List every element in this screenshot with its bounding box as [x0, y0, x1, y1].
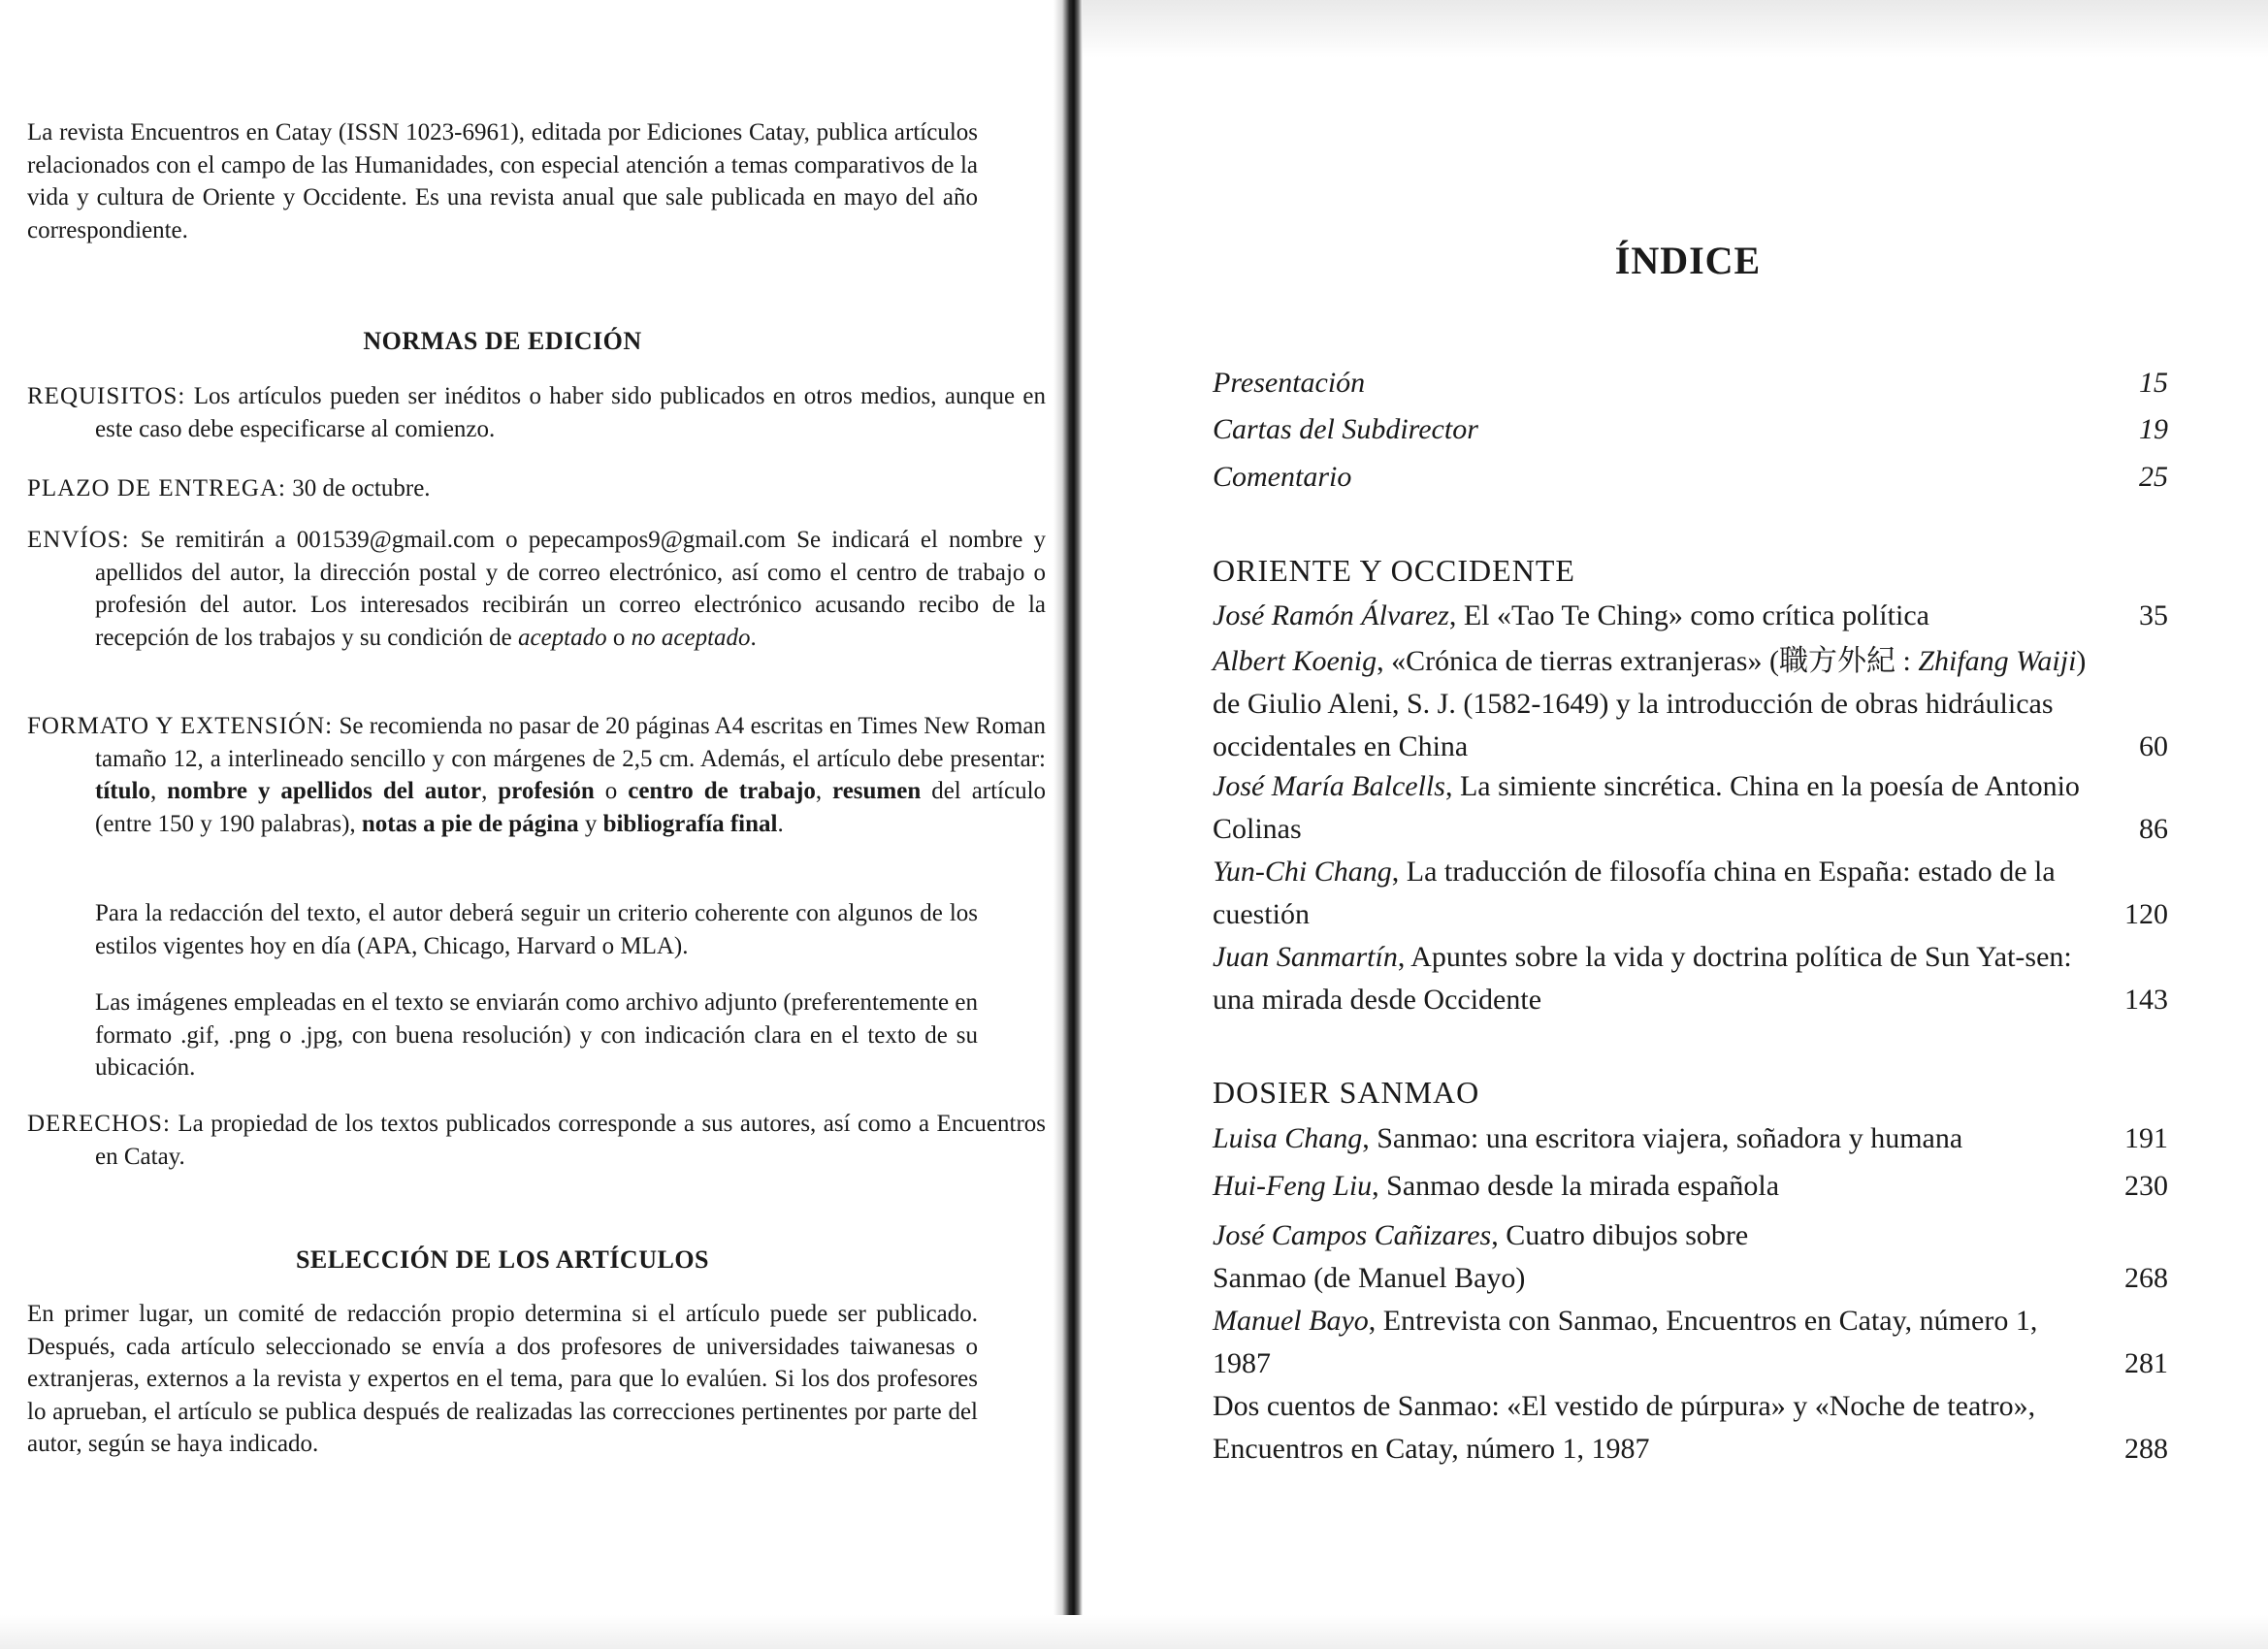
- plazo-label: PLAZO DE ENTREGA:: [27, 475, 286, 501]
- toc-page-number: 35: [2139, 599, 2168, 631]
- toc-page-number: 19: [2139, 413, 2168, 445]
- formato-sep: ,: [481, 778, 488, 804]
- toc-author: Juan Sanmartín: [1213, 941, 1398, 973]
- toc-entry[interactable]: [1213, 595, 2168, 637]
- toc-page-number: 15: [2139, 367, 2168, 399]
- right-page: [1213, 0, 2183, 1649]
- toc-author: Hui-Feng Liu: [1213, 1170, 1373, 1202]
- toc-entry[interactable]: [1213, 1214, 2168, 1300]
- toc-entry[interactable]: [1213, 936, 2168, 1021]
- toc-entry-title: , Sanmao: una escritora viajera, soñadora y humana: [1362, 1122, 1963, 1154]
- formato-sep: .: [777, 810, 784, 837]
- formato-bibliografia: bibliografía final: [602, 810, 778, 837]
- toc-entry-title: , Apuntes sobre la vida y doctrina política de Sun Yat-sen: una mirada desde Occidente: [1213, 941, 2072, 1016]
- toc-page-number: 60: [2139, 730, 2168, 762]
- formato-profesion: profesión: [498, 778, 595, 804]
- plazo-text: 30 de octubre.: [292, 475, 431, 501]
- toc-author: José Campos Cañizares: [1213, 1219, 1492, 1251]
- formato-sep: y: [584, 810, 598, 837]
- imagenes-paragraph: Las imágenes empleadas en el texto se enviarán como archivo adjunto (preferentemente en formato .gif, .png o .jpg, con buena resolución) y con indicación clara en el texto de su ubicación.: [95, 989, 978, 1081]
- envios-paragraph: ENVÍOS: Se remitirán a 001539@gmail.com o pepecampos9@gmail.com Se indicará el nombre y apellidos del autor, la dirección postal y de correo electrónico, así como el centro de trabajo o profesión del autor. Los interesados recibirán un correo electrónico acusando recibo de la recepción de los trabajos y su condición de aceptado o no aceptado.: [27, 527, 1046, 651]
- toc-page-number: 120: [2124, 898, 2168, 930]
- derechos-label: DERECHOS:: [27, 1111, 171, 1137]
- seleccion-heading: SELECCIÓN DE LOS ARTÍCULOS: [295, 1245, 710, 1274]
- toc-entry-title-italic: Zhifang Waiji: [1918, 645, 2077, 677]
- toc-entry[interactable]: [1213, 1385, 2168, 1471]
- derechos-paragraph: [27, 1108, 1046, 1173]
- formato-paragraph: [27, 710, 1046, 840]
- section-dosier-sanmao: DOSIER SANMAO: [1213, 1075, 1480, 1110]
- toc-page-number: 143: [2124, 984, 2168, 1016]
- derechos-text: La propiedad de los textos publicados corresponde a sus autores, así como a Encuentros en Catay.: [95, 1111, 1047, 1170]
- toc-entry[interactable]: [1213, 851, 2168, 936]
- formato-sep: o: [604, 778, 618, 804]
- requisitos-paragraph: [27, 380, 1046, 445]
- normas-heading: NORMAS DE EDICIÓN: [363, 327, 642, 355]
- formato-resumen: resumen: [832, 778, 922, 804]
- toc-author: José María Balcells: [1213, 770, 1445, 802]
- formato-titulo: título: [95, 778, 150, 804]
- toc-entry[interactable]: [1213, 765, 2168, 851]
- toc-entry-title: , La traducción de filosofía china en España: estado de la cuestión: [1213, 856, 2056, 930]
- toc-entry-title: , Sanmao desde la mirada española: [1372, 1170, 1780, 1202]
- formato-centro: centro de trabajo: [628, 778, 816, 804]
- seleccion-paragraph: En primer lugar, un comité de redacción propio determina si el artículo puede ser publicado. Después, cada artículo seleccionado se envía a dos profesores de universidades taiwanesas o extranjeras, externos a la revista y expertos en el tema, para que lo evalúen. Si los dos profesores lo aprueban, el artículo se publica después de realizadas las correcciones pertinentes por parte del autor, según se haya indicado.: [27, 1301, 978, 1457]
- plazo-paragraph: [27, 472, 978, 505]
- formato-nombre: nombre y apellidos del autor: [167, 778, 482, 804]
- toc-entry-title: Dos cuentos de Sanmao: «El vestido de púrpura» y «Noche de teatro», Encuentros en Catay, número 1, 1987: [1213, 1390, 2036, 1465]
- toc-entry-title: , Entrevista con Sanmao, Encuentros en Catay, número 1, 1987: [1213, 1305, 2038, 1379]
- toc-page-number: 281: [2124, 1347, 2168, 1379]
- envios-label: ENVÍOS:: [27, 527, 130, 553]
- requisitos-label: REQUISITOS:: [27, 383, 186, 409]
- toc-author: José Ramón Álvarez: [1213, 599, 1449, 631]
- toc-front-title: Presentación: [1213, 367, 1366, 399]
- formato-sep: del artículo (entre 150 y 190 palabras),: [95, 778, 1047, 837]
- toc-page-number: 86: [2139, 813, 2168, 845]
- book-gutter: [1053, 0, 1083, 1649]
- toc-author: Luisa Chang: [1213, 1122, 1363, 1154]
- redaccion-paragraph: Para la redacción del texto, el autor deberá seguir un criterio coherente con algunos de los estilos vigentes hoy en día (APA, Chicago, Harvard o MLA).: [95, 900, 978, 959]
- toc-page-number: 25: [2139, 461, 2168, 493]
- formato-label: FORMATO Y EXTENSIÓN:: [27, 713, 334, 739]
- formato-text: Se recomienda no pasar de 20 páginas A4 escritas en Times New Roman tamaño 12, a interlineado sencillo y con márgenes de 2,5 cm. Además, el artículo debe presentar:: [95, 713, 1047, 772]
- envios-no-aceptado: no aceptado: [631, 624, 751, 651]
- formato-notas: notas a pie de página: [361, 810, 579, 837]
- requisitos-text: Los artículos pueden ser inéditos o haber sido publicados en otros medios, aunque en este caso debe especificarse al comienzo.: [95, 383, 1047, 442]
- toc-author: Yun-Chi Chang: [1213, 856, 1392, 888]
- toc-page-number: 230: [2124, 1170, 2168, 1202]
- intro-paragraph: La revista Encuentros en Catay (ISSN 1023-6961), editada por Ediciones Catay, publica artículos relacionados con el campo de las Humanidades, con especial atención a temas comparativos de la vida y cultura de Oriente y Occidente. Es una revista anual que sale publicada en mayo del año correspondiente.: [27, 119, 978, 243]
- formato-sep: ,: [149, 778, 157, 804]
- toc-page-number: 288: [2124, 1433, 2168, 1465]
- indice-title: ÍNDICE: [1614, 239, 1762, 282]
- formato-sep: ,: [815, 778, 823, 804]
- toc-entry-title: , El «Tao Te Ching» como crítica política: [1448, 599, 1929, 631]
- toc-entry-title: , La simiente sincrética. China en la poesía de Antonio Colinas: [1213, 770, 2080, 845]
- section-oriente-occidente: ORIENTE Y OCCIDENTE: [1213, 553, 1575, 588]
- toc-entry-title: ) de Giulio Aleni, S. J. (1582-1649) y la introducción de obras hidráulicas occidentales en China: [1213, 645, 2087, 762]
- envios-aceptado: aceptado: [517, 624, 607, 651]
- toc-entry-title: , Cuatro dibujos sobre Sanmao (de Manuel Bayo): [1213, 1219, 1749, 1294]
- toc-page-number: 268: [2124, 1262, 2168, 1294]
- envios-o: o: [612, 624, 626, 651]
- toc-author: Albert Koenig: [1213, 645, 1377, 677]
- toc-front-title: Cartas del Subdirector: [1213, 413, 1478, 445]
- toc-page-number: 191: [2124, 1122, 2168, 1154]
- toc-entry[interactable]: [1213, 640, 2168, 768]
- toc-front-title: Comentario: [1213, 461, 1352, 493]
- envios-text: Se remitirán a 001539@gmail.com o pepecampos9@gmail.com Se indicará el nombre y apellidos del autor, la dirección postal y de correo electrónico, así como el centro de trabajo o profesión del autor. Los interesados recibirán un correo electrónico acusando recibo de la recepción de los trabajos y su condición de: [95, 527, 1046, 651]
- toc-entry[interactable]: [1213, 1117, 2168, 1160]
- toc-entry[interactable]: [1213, 1300, 2168, 1385]
- toc-entry-title: , «Crónica de tierras extranjeras» (職方外紀 :: [1377, 645, 1919, 677]
- toc-entry[interactable]: [1213, 1165, 2168, 1208]
- toc-author: Manuel Bayo: [1213, 1305, 1369, 1337]
